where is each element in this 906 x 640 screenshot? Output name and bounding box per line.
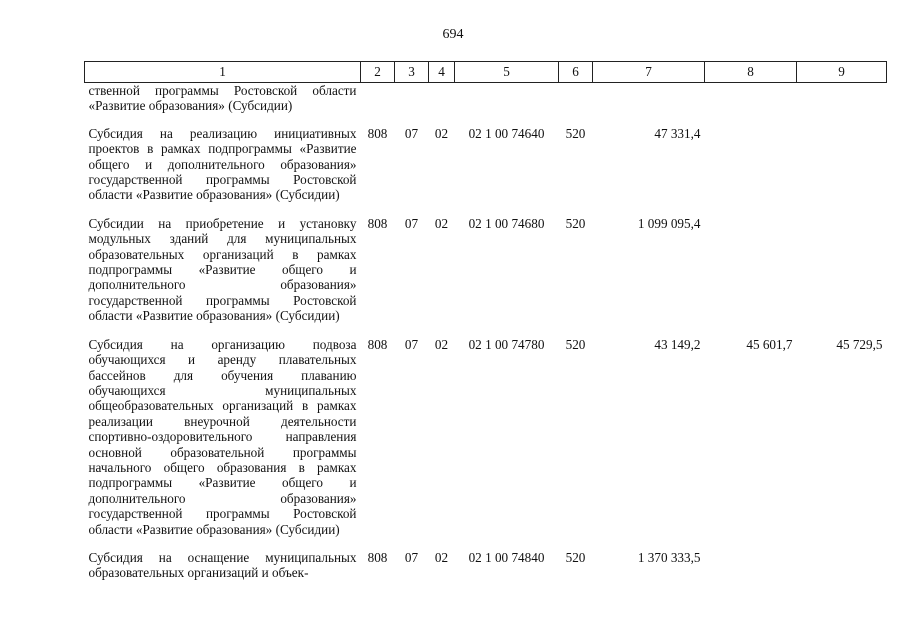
cell-amount-col9 xyxy=(797,126,887,216)
cell-amount-col9: 45 729,5 xyxy=(836,336,883,352)
cell-expense-type xyxy=(559,83,593,126)
row-description: Субсидия на реализацию инициативных проектов в рамках подпрограммы «Развитие общего и дополнительного образования» государственной программы Ростовской области «Развитие образования» (Субсидии) xyxy=(88,125,357,203)
cell-amount-col8 xyxy=(705,126,797,216)
table-header-row xyxy=(85,62,887,83)
cell-ministry-code xyxy=(361,83,395,126)
cell-amount-col8 xyxy=(705,550,797,581)
cell-expense-type: 520 xyxy=(565,549,586,565)
cell-subsection: 02 xyxy=(434,125,449,141)
cell-amount-col7: 47 331,4 xyxy=(654,125,701,141)
column-header: 4 xyxy=(429,62,455,83)
budget-table xyxy=(84,61,887,581)
row-description: ственной программы Ростовской области «Развитие образования» (Субсидии) xyxy=(88,83,357,114)
row-description: Субсидия на организацию подвоза обучающихся и аренду плавательных бассейнов для обучения плаванию обучающихся муниципальных общеобразовательных организаций в рамках реализации внеурочной деятельности спортивно-оздоровительного направления основной образовательной программы начального общего образования в рамках подпрограммы «Развитие общего и дополнительного образования» государственной программы Ростовской области «Развитие образования» (Субсидии) xyxy=(88,336,357,537)
cell-amount-col9 xyxy=(797,216,887,337)
cell-ministry-code: 808 xyxy=(367,215,388,231)
column-header: 1 xyxy=(85,62,361,83)
cell-section xyxy=(395,83,429,126)
table-row xyxy=(85,83,887,126)
page-number: 694 xyxy=(442,27,464,42)
cell-ministry-code: 808 xyxy=(367,549,388,565)
column-header: 7 xyxy=(593,62,705,83)
cell-target-article: 02 1 00 74840 xyxy=(468,549,545,565)
cell-amount-col7 xyxy=(593,83,705,126)
cell-section: 07 xyxy=(404,215,419,231)
row-description: Субсидии на приобретение и установку модульных зданий для муниципальных образовательных организаций в рамках подпрограммы «Развитие общего и дополнительного образования» государственной программы Ростовской области «Развитие образования» (Субсидии) xyxy=(88,215,357,324)
table-row xyxy=(85,216,887,337)
cell-target-article: 02 1 00 74780 xyxy=(468,336,545,352)
cell-target-article xyxy=(455,83,559,126)
cell-amount-col7: 1 370 333,5 xyxy=(637,549,701,565)
cell-amount-col9 xyxy=(797,83,887,126)
cell-amount-col7: 43 149,2 xyxy=(654,336,701,352)
column-header: 3 xyxy=(395,62,429,83)
cell-section: 07 xyxy=(404,549,419,565)
cell-expense-type: 520 xyxy=(565,336,586,352)
cell-ministry-code: 808 xyxy=(367,336,388,352)
cell-amount-col8 xyxy=(705,216,797,337)
cell-subsection: 02 xyxy=(434,549,449,565)
column-header: 2 xyxy=(361,62,395,83)
cell-target-article: 02 1 00 74680 xyxy=(468,215,545,231)
cell-expense-type: 520 xyxy=(565,125,586,141)
column-header: 9 xyxy=(797,62,887,83)
cell-section: 07 xyxy=(404,125,419,141)
cell-subsection xyxy=(429,83,455,126)
cell-subsection: 02 xyxy=(434,215,449,231)
cell-expense-type: 520 xyxy=(565,215,586,231)
cell-amount-col8: 45 601,7 xyxy=(746,336,793,352)
cell-amount-col8 xyxy=(705,83,797,126)
cell-amount-col7: 1 099 095,4 xyxy=(637,215,701,231)
column-header: 8 xyxy=(705,62,797,83)
table-row xyxy=(85,337,887,550)
table-row xyxy=(85,126,887,216)
table-row xyxy=(85,550,887,581)
column-header: 5 xyxy=(455,62,559,83)
cell-amount-col9 xyxy=(797,550,887,581)
row-description: Субсидия на оснащение муниципальных образовательных организаций и объек- xyxy=(88,549,357,581)
cell-section: 07 xyxy=(404,336,419,352)
column-header: 6 xyxy=(559,62,593,83)
cell-target-article: 02 1 00 74640 xyxy=(468,125,545,141)
cell-subsection: 02 xyxy=(434,336,449,352)
cell-ministry-code: 808 xyxy=(367,125,388,141)
